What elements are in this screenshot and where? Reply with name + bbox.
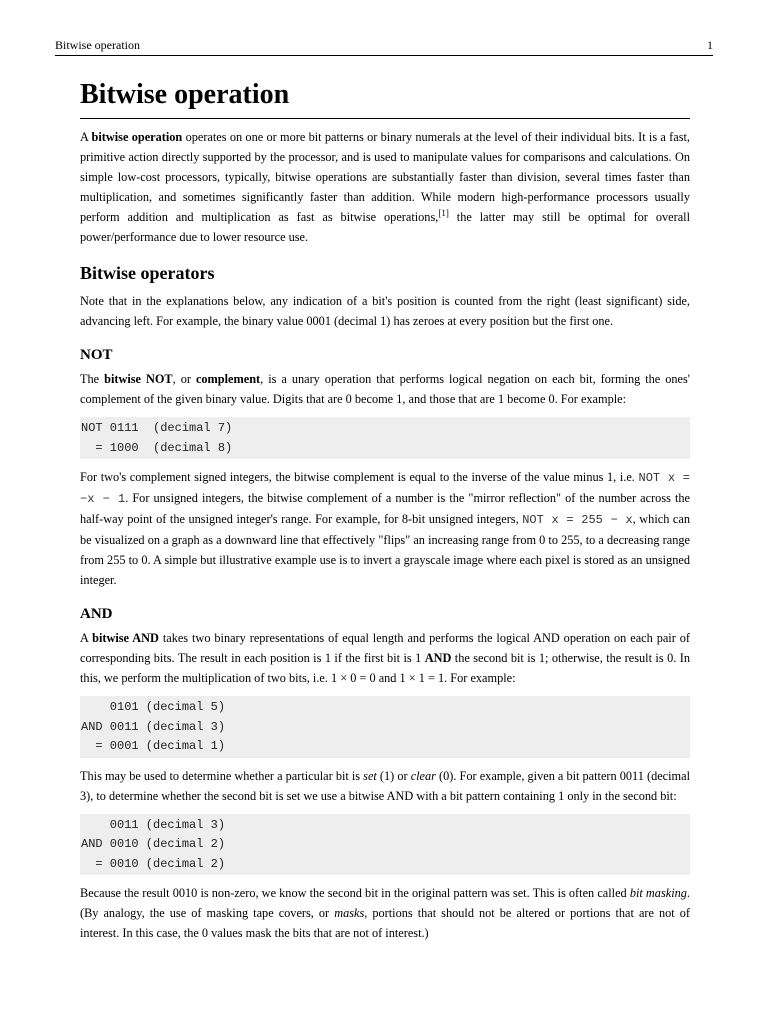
and-p2-text-3: (0). For example, given a bit pattern 0011 (decimal 3), to determine whether the second bit is set we use a bitwise AND with a bit pattern containing 1 only in the second bit: xyxy=(80,768,690,803)
operators-paragraph: Note that in the explanations below, any indication of a bit's position is counted from the right (least significant) side, advancing left. For example, the binary value 0001 (decimal 1) has zeroes at every position but the first one. xyxy=(80,294,690,328)
and-term-bitwise-and: bitwise AND xyxy=(92,631,159,645)
intro-paragraph xyxy=(80,127,690,247)
reference-link-1[interactable]: [1] xyxy=(438,207,449,218)
not-text-2: , or xyxy=(172,372,196,386)
intro-text-3: the latter may still be optimal for overall power/performance due to lower resource use. xyxy=(80,210,690,244)
and-p3-text-1: Because the result 0010 is non-zero, we know the second bit in the original pattern was set. This is often called xyxy=(80,886,630,900)
and-term-and: AND xyxy=(424,651,452,665)
and-text-3: the second bit is 1; otherwise, the result is 0. In this, we perform the multiplication of two bits, i.e. 1 × 0 = 0 and 1 × 1 = 1. For example: xyxy=(80,651,690,685)
and-text-1: A xyxy=(80,631,93,645)
not-term-bitwise-not: bitwise NOT xyxy=(104,372,173,386)
and-paragraph-1 xyxy=(80,628,690,688)
not-p2-text-1: For two's complement signed integers, the bitwise complement is equal to the inverse of the value minus 1, i.e. xyxy=(80,470,639,484)
section-heading-not: NOT xyxy=(80,347,113,363)
code-block-and-example-2: 0011 (decimal 3) AND 0010 (decimal 2) = 0010 (decimal 2) xyxy=(80,814,690,876)
code-block-not-example: NOT 0111 (decimal 7) = 1000 (decimal 8) xyxy=(80,417,690,459)
intro-term-bitwise-operation: bitwise operation xyxy=(91,130,183,144)
not-paragraph-2 xyxy=(80,467,690,590)
not-text-3: , is a unary operation that performs logical negation on each bit, forming the ones' complement of the given binary value. Digits that are 0 become 1, and those that are 1 become 0. For example: xyxy=(80,372,690,406)
and-text-2: takes two binary representations of equal length and performs the logical AND operation on each pair of corresponding bits. The result in each position is 1 if the first bit is 1 xyxy=(80,631,690,665)
and-paragraph-2 xyxy=(80,766,690,806)
running-header-title: Bitwise operation xyxy=(55,38,140,52)
article-body xyxy=(80,76,690,951)
and-p2-text-2: (1) or xyxy=(376,768,411,783)
not-paragraph-1 xyxy=(80,369,690,409)
and-paragraph-3 xyxy=(80,883,690,943)
page-title: Bitwise operation xyxy=(80,76,690,119)
inline-code-not-unsigned: NOT x = 255 − x xyxy=(522,513,633,527)
code-block-and-example-1: 0101 (decimal 5) AND 0011 (decimal 3) = 0001 (decimal 1) xyxy=(80,696,690,758)
and-p3-text-3: , portions that should not be altered or portions that are not of interest. In this case, the 0 values mask the bits that are not of interest.) xyxy=(80,906,691,940)
and-term-bit-masking: bit masking xyxy=(629,886,687,900)
and-term-clear: clear xyxy=(410,768,436,783)
not-p2-text-2: . For unsigned integers, the bitwise complement of a number is the "mirror reflection" of the number across the half-way point of the unsigned integer's range. For example, for 8-bit unsigned integers, xyxy=(80,491,690,526)
section-heading-bitwise-operators: Bitwise operators xyxy=(80,263,215,283)
intro-text-1: A xyxy=(80,130,92,144)
and-p3-text-2: . (By analogy, the use of masking tape covers, or xyxy=(80,886,690,920)
not-p2-text-3: , which can be visualized on a graph as a downward line that effectively "flips" an increasing range from 0 to 255, to a decreasing range from 255 to 0. A simple but illustrative example use is to invert a grayscale image where each pixel is stored as an unsigned integer. xyxy=(80,512,690,587)
and-p2-text-1: This may be used to determine whether a particular bit is xyxy=(80,768,364,783)
page-number: 1 xyxy=(707,38,713,52)
section-heading-and: AND xyxy=(80,606,113,622)
inline-code-not-signed: NOT x = −x − 1 xyxy=(80,471,690,506)
not-text-1: The xyxy=(80,372,105,386)
running-header xyxy=(55,38,713,56)
not-term-complement: complement xyxy=(195,372,261,386)
and-term-masks: masks xyxy=(334,906,365,920)
and-term-set: set xyxy=(363,768,377,783)
intro-text-2: operates on one or more bit patterns or binary numerals at the level of their individual bits. It is a fast, primitive action directly supported by the processor, and is used to manipulate values for comparisons and calculations. On simple low-cost processors, typically, bitwise operations are substantially faster than division, several times faster than multiplication, and sometimes significantly faster than addition. While modern high-performance processors usually perform addition and multiplication as fast as bitwise operations, xyxy=(80,130,691,224)
